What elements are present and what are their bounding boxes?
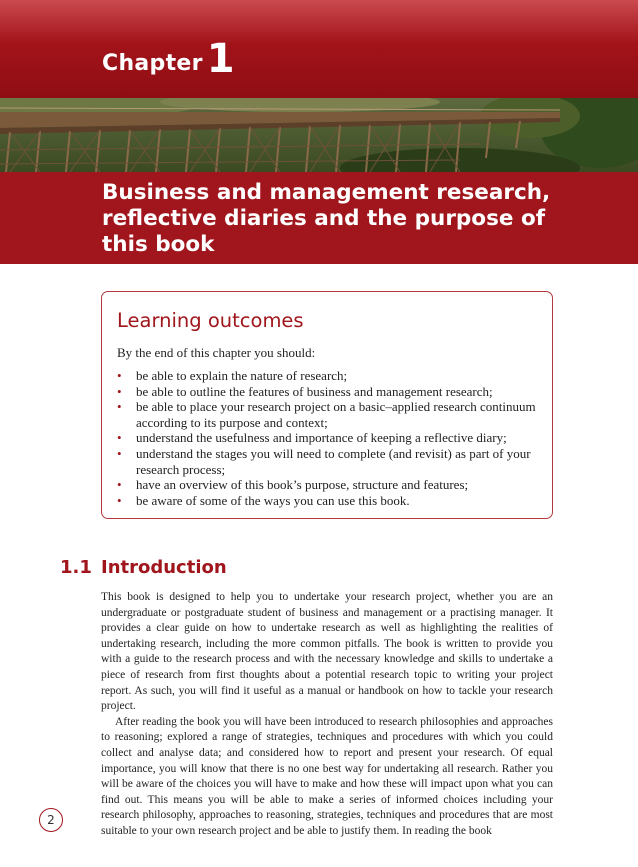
bullet-icon: • — [117, 399, 122, 415]
chapter-number: 1 — [206, 36, 235, 82]
list-item — [117, 399, 547, 430]
list-item — [117, 368, 547, 384]
list-item-text: understand the usefulness and importance of keeping a reflective diary; — [136, 430, 507, 446]
bullet-icon: • — [117, 477, 122, 493]
list-item — [117, 493, 547, 509]
list-item-text: be able to explain the nature of research; — [136, 368, 348, 383]
bullet-icon: • — [117, 368, 122, 383]
bullet-icon: • — [117, 492, 122, 508]
chapter-title: Business and management research, reflective diaries and the purpose of this book — [102, 180, 551, 257]
learning-outcomes-box — [101, 291, 553, 519]
list-item — [117, 384, 547, 400]
chapter-label — [102, 36, 235, 82]
list-item-text: be able to outline the features of business and management research; — [136, 383, 493, 399]
learning-outcomes-heading: Learning outcomes — [117, 309, 304, 332]
list-item-text: have an overview of this book’s purpose, structure and features; — [136, 477, 469, 493]
list-item-text: be able to place your research project on a basic–applied research continuum according to its purpose and context; — [136, 399, 536, 430]
list-item-text: be aware of some of the ways you can use this book. — [136, 492, 410, 508]
section-body — [101, 590, 553, 840]
list-item — [117, 430, 547, 446]
chapter-title-band — [0, 172, 638, 264]
trestle-bridge-image — [0, 98, 638, 172]
list-item — [117, 477, 547, 493]
chapter-header-band — [0, 0, 638, 98]
learning-outcomes-intro: By the end of this chapter you should: — [117, 345, 316, 360]
list-item-text: understand the stages you will need to complete (and revisit) as part of your research process; — [136, 445, 531, 477]
section-number: 1.1 — [60, 557, 92, 578]
chapter-word: Chapter — [102, 51, 203, 76]
body-paragraph: This book is designed to help you to undertake your research project, whether you are an undergraduate or postgraduate student of business and management or a practising manager. It provides a clear guide on how to undertake research as well as highlighting the realities of undertaking research, including the more common pitfalls. The book is written to provide you with a guide to the research process and with the necessary knowledge and skills to undertake a piece of research from first thoughts about a potential research topic to writing your project report. As such, you will find it useful as a manual or handbook on how to tackle your research project. — [101, 591, 553, 713]
page-number — [39, 808, 63, 832]
section-title: Introduction — [101, 557, 227, 578]
body-paragraph: After reading the book you will have been introduced to research philosophies and approaches to reasoning; explored a range of strategies, techniques and procedures with which you could collect and analyse data; and considered how to report and present your research. Of equal importance, you will know that there is no one best way for undertaking all research. Rather you will be aware of the choices you will have to make and how these will impact upon what you can find out. This means you will be able to make a series of informed choices including your research philosophy, approaches to reasoning, strategies, techniques and procedures that are most suitable to your own research project and be able to justify them. In reading the book — [101, 715, 553, 837]
bridge-photo — [0, 98, 638, 172]
bullet-icon: • — [117, 430, 122, 446]
list-item — [117, 446, 547, 477]
page-number-text: 2 — [47, 813, 55, 827]
bullet-icon: • — [117, 445, 122, 461]
bullet-icon: • — [117, 383, 122, 399]
learning-outcomes-list — [117, 368, 547, 508]
